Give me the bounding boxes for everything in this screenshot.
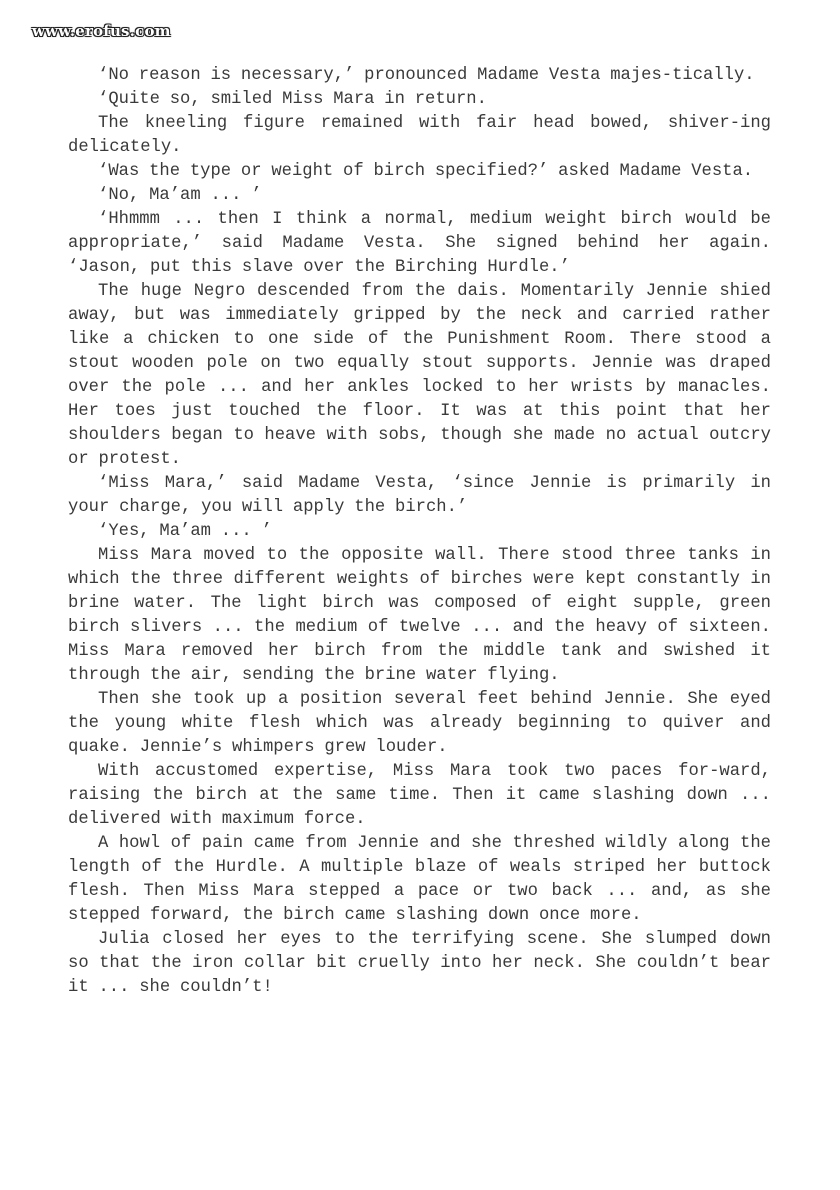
paragraph: Then she took up a position several feet behind Jennie. She eyed the young white flesh which was already beginning to quiver and quake. Jennie’s whimpers grew louder.: [68, 690, 771, 757]
paragraph: A howl of pain came from Jennie and she threshed wildly along the length of the Hurdle. A multiple blaze of weals striped her buttock flesh. Then Miss Mara stepped a pace or two back ... and, as she stepped forward, the birch came slashing down once more.: [68, 834, 771, 925]
paragraph: ‘Hhmmm ... then I think a normal, medium weight birch would be appropriate,’ said Madame Vesta. She signed behind her again. ‘Jason, put this slave over the Birching Hurdle.’: [68, 210, 771, 277]
paragraph: The kneeling figure remained with fair head bowed, shiver-ing delicately.: [68, 114, 771, 157]
paragraph: ‘Yes, Ma’am ... ’: [98, 522, 272, 541]
paragraph: The huge Negro descended from the dais. Momentarily Jennie shied away, but was immediately gripped by the neck and carried rather like a chicken to one side of the Punishment Room. There stood a stout wooden pole on two equally stout supports. Jennie was draped over the pole ... and her ankles locked to her wrists by manacles. Her toes just touched the floor. It was at this point that her shoulders began to heave with sobs, though she made no actual outcry or protest.: [68, 282, 771, 469]
paragraph: ‘No reason is necessary,’ pronounced Madame Vesta majes-tically.: [98, 66, 755, 85]
page-text: [68, 64, 771, 1000]
paragraph: Julia closed her eyes to the terrifying scene. She slumped down so that the iron collar bit cruelly into her neck. She couldn’t bear it ... she couldn’t!: [68, 930, 771, 997]
paragraph: ‘Quite so, smiled Miss Mara in return.: [98, 90, 487, 109]
paragraph: ‘Was the type or weight of birch specified?’ asked Madame Vesta.: [98, 162, 754, 181]
paragraph: ‘Miss Mara,’ said Madame Vesta, ‘since Jennie is primarily in your charge, you will apply the birch.’: [68, 474, 771, 517]
paragraph: ‘No, Ma’am ... ’: [98, 186, 262, 205]
paragraph: With accustomed expertise, Miss Mara took two paces for-ward, raising the birch at the same time. Then it came slashing down ... delivered with maximum force.: [68, 762, 771, 829]
paragraph: Miss Mara moved to the opposite wall. There stood three tanks in which the three different weights of birches were kept constantly in brine water. The light birch was composed of eight supple, green birch slivers ... the medium of twelve ... and the heavy of sixteen. Miss Mara removed her birch from the middle tank and swished it through the air, sending the brine water flying.: [68, 546, 771, 685]
watermark-logo: www.erofus.com: [32, 22, 171, 40]
